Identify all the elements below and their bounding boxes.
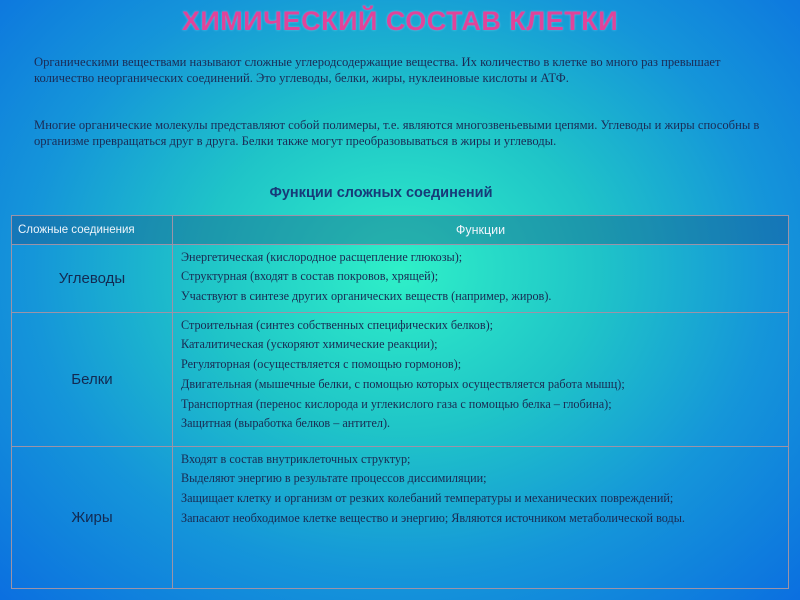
function-item: Каталитическая (ускоряют химические реакции); — [181, 337, 438, 352]
functions-table — [11, 215, 789, 589]
functions-cell — [173, 313, 789, 447]
header-compounds: Сложные соединения — [12, 216, 173, 245]
function-item: Выделяют энергию в результате процессов диссимиляции; — [181, 471, 487, 486]
table-row — [12, 313, 789, 447]
function-item: Транспортная (перенос кислорода и углекислого газа с помощью белка – глобина); — [181, 396, 612, 411]
compound-name: Углеводы — [12, 245, 173, 313]
header-functions: Функции — [173, 216, 789, 245]
function-item: Защищает клетку и организм от резких колебаний температуры и механических повреждений; — [181, 491, 674, 506]
function-item: Строительная (синтез собственных специфических белков); — [181, 317, 494, 332]
table-header-row — [12, 216, 789, 245]
function-item: Регуляторная (осуществляется с помощью гормонов); — [181, 357, 462, 372]
intro-paragraph: Органическими веществами называют сложные углеродсодержащие вещества. Их количество в клетке во много раз превышает количество неорганических соединений. Это углеводы, белки, жиры, нуклеиновые кислоты и АТФ. — [34, 55, 721, 85]
compound-name: Белки — [12, 313, 173, 447]
page-title: ХИМИЧЕСКИЙ СОСТАВ КЛЕТКИ — [181, 6, 619, 36]
function-item: Участвуют в синтезе других органических веществ (например, жиров). — [181, 289, 552, 304]
table-row — [12, 245, 789, 313]
table-title: Функции сложных соединений — [269, 185, 493, 201]
functions-cell — [173, 447, 789, 589]
function-item: Энергетическая (кислородное расщепление глюкозы); — [181, 249, 463, 264]
function-item: Двигательная (мышечные белки, с помощью которых осуществляется работа мышц); — [181, 376, 625, 391]
table-row — [12, 447, 789, 589]
function-item: Входят в состав внутриклеточных структур; — [181, 451, 411, 466]
polymers-paragraph: Многие органические молекулы представляют собой полимеры, т.е. являются многозвеньевыми цепями. Углеводы и жиры способны в организме превращаться друг в друга. Белки также могут преобразовываться в жиры и углеводы. — [34, 118, 760, 148]
function-item: Запасают необходимое клетке вещество и энергию; Являются источником метаболической воды. — [181, 510, 685, 525]
function-item: Структурная (входят в состав покровов, хрящей); — [181, 269, 439, 284]
function-item: Защитная (выработка белков – антител). — [181, 416, 391, 431]
compound-name: Жиры — [12, 447, 173, 589]
functions-cell — [173, 245, 789, 313]
